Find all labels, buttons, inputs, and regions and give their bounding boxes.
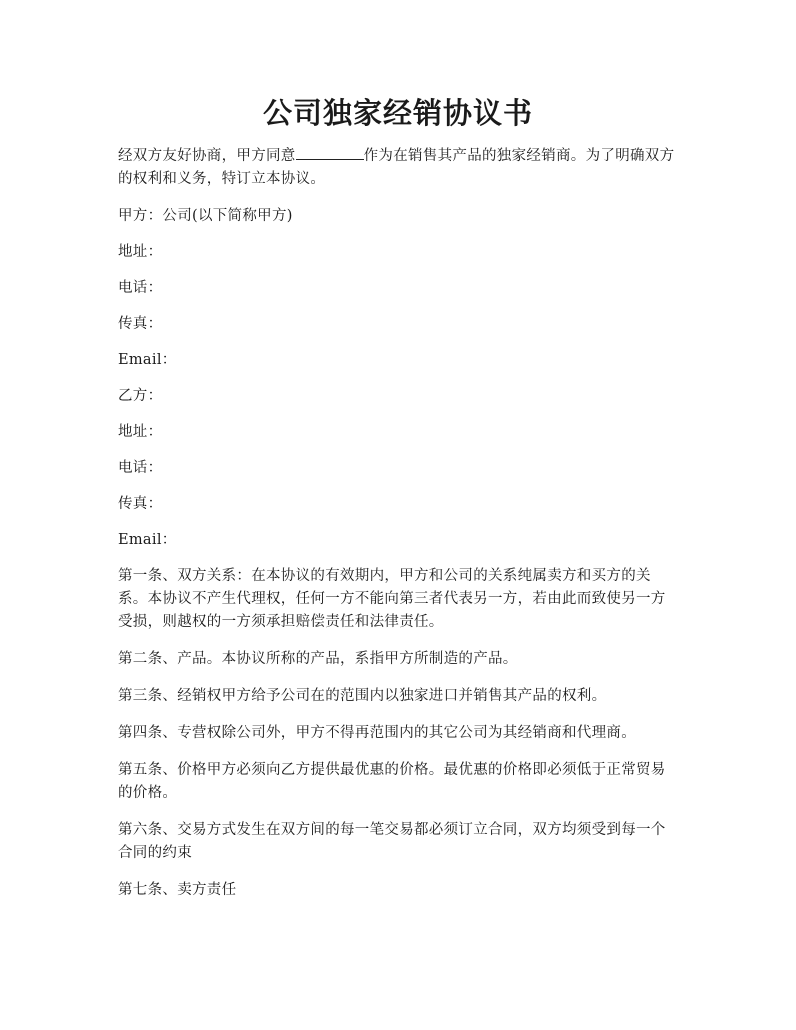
- article-6: 第六条、交易方式发生在双方间的每一笔交易都必须订立合同，双方均须受到每一个合同的约束: [118, 822, 666, 861]
- document-title: 公司独家经销协议书: [262, 96, 533, 130]
- party-b-fax: 传真：: [118, 496, 163, 512]
- party-a-phone: 电话：: [118, 280, 163, 296]
- party-a-fax: 传真：: [118, 316, 163, 332]
- fill-in-blank: [296, 145, 364, 160]
- article-3: 第三条、经销权甲方给予公司在的范围内以独家进口并销售其产品的权利。: [118, 688, 607, 704]
- party-b-phone: 电话：: [118, 460, 163, 476]
- article-1: 第一条、双方关系：在本协议的有效期内，甲方和公司的关系纯属卖方和买方的关系。本协议不产生代理权，任何一方不能向第三者代表另一方，若由此而致使另一方受损，则越权的一方须承担赔偿责任和法律责任。: [118, 568, 666, 630]
- party-a-email: Email：: [118, 352, 177, 368]
- party-a-address: 地址：: [118, 244, 163, 260]
- party-a-line: 甲方：公司(以下简称甲方): [118, 208, 293, 224]
- article-7: 第七条、卖方责任: [118, 882, 237, 898]
- article-2: 第二条、产品。本协议所称的产品，系指甲方所制造的产品。: [118, 651, 518, 667]
- intro-text-after-blank: 作为在销售其产品的独家经销商。为了明确双方的权利和义务，特订立本协议。: [118, 148, 675, 187]
- intro-text-before-blank: 经双方友好协商，甲方同意: [118, 148, 296, 164]
- party-b-line: 乙方：: [118, 388, 163, 404]
- article-4: 第四条、专营权除公司外，甲方不得再范围内的其它公司为其经销商和代理商。: [118, 725, 636, 741]
- party-b-address: 地址：: [118, 424, 163, 440]
- intro-paragraph: [118, 145, 678, 191]
- party-b-email: Email：: [118, 532, 177, 548]
- article-5: 第五条、价格甲方必须向乙方提供最优惠的价格。最优惠的价格即必须低于正常贸易的价格。: [118, 762, 666, 801]
